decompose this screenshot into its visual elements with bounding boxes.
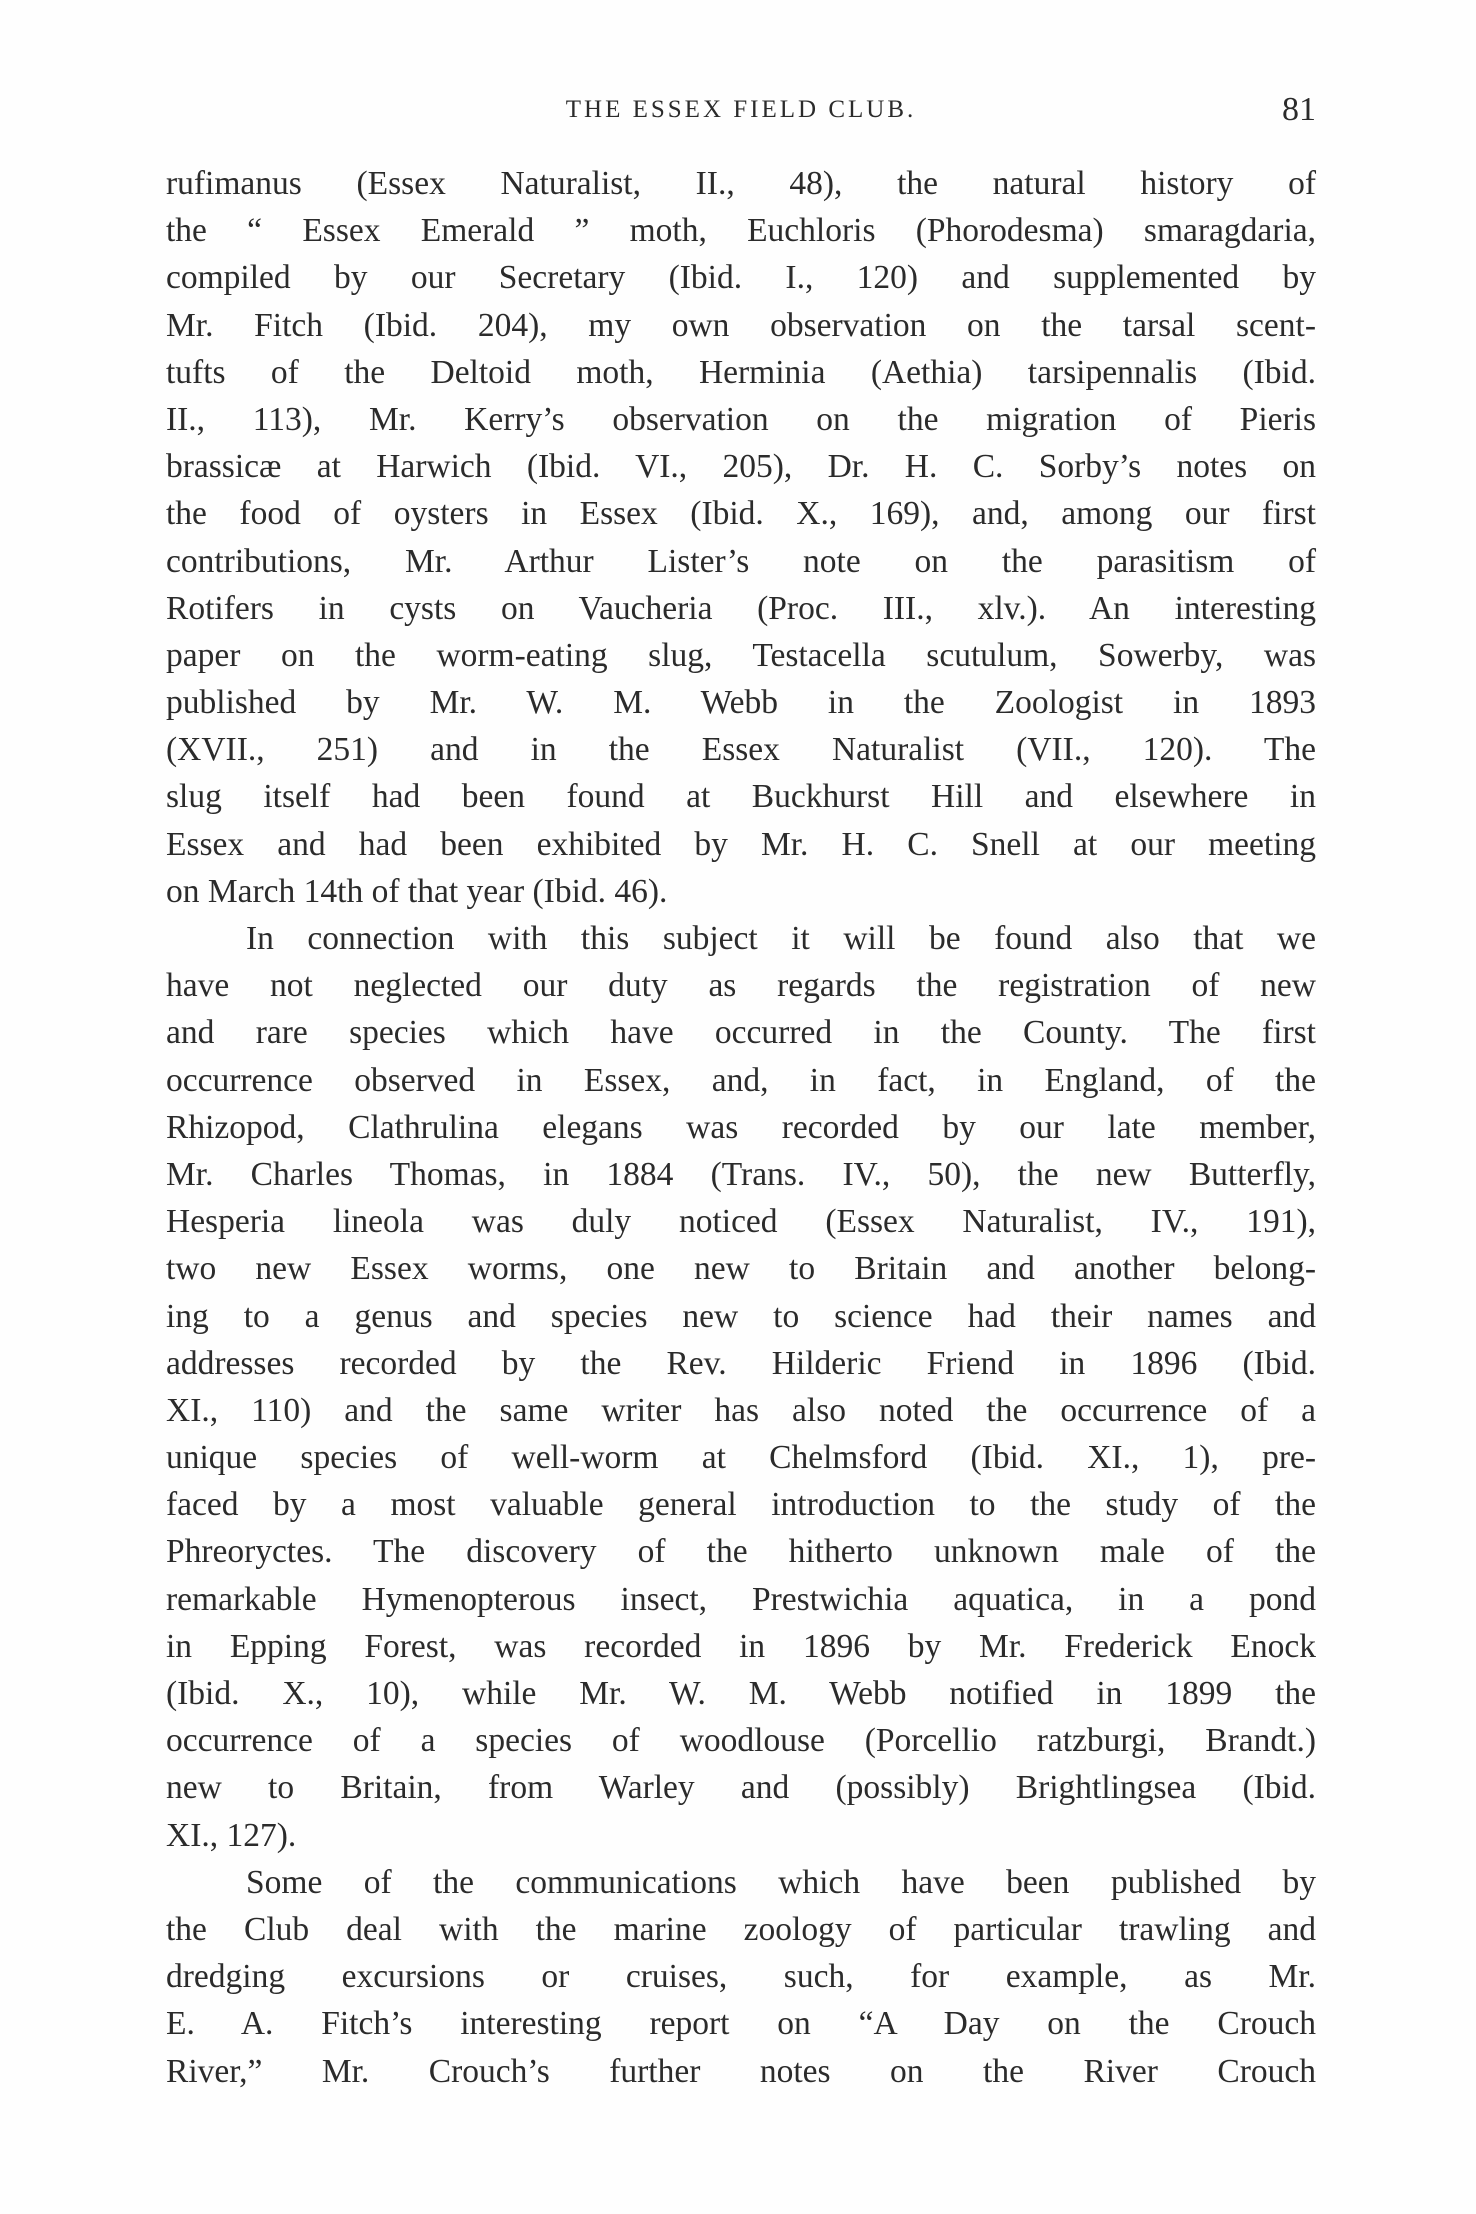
- text-line: E. A. Fitch’s interesting report on “A Day on the Crouch: [166, 2005, 1316, 2043]
- text-line: dredging excursions or cruises, such, for example, as Mr.: [166, 1958, 1316, 1996]
- text-line: occurrence observed in Essex, and, in fact, in England, of the: [166, 1061, 1316, 1099]
- text-line: the Club deal with the marine zoology of particular trawling and: [166, 1910, 1316, 1948]
- text-line: Some of the communications which have been published by: [246, 1863, 1316, 1901]
- text-line: XI., 127).: [166, 1816, 297, 1854]
- text-line: Phreoryctes. The discovery of the hitherto unknown male of the: [166, 1533, 1316, 1571]
- text-line: (XVII., 251) and in the Essex Naturalist (VII., 120). The: [166, 731, 1316, 769]
- text-line: in Epping Forest, was recorded in 1896 by Mr. Frederick Enock: [166, 1627, 1316, 1665]
- text-line: on March 14th of that year (Ibid. 46).: [166, 872, 668, 910]
- text-line: the food of oysters in Essex (Ibid. X., 169), and, among our first: [166, 495, 1316, 533]
- text-line: tufts of the Deltoid moth, Herminia (Aethia) tarsipennalis (Ibid.: [166, 353, 1316, 391]
- text-line: XI., 110) and the same writer has also noted the occurrence of a: [166, 1391, 1316, 1429]
- text-line: Mr. Fitch (Ibid. 204), my own observation on the tarsal scent-: [166, 306, 1316, 344]
- text-line: new to Britain, from Warley and (possibly) Brightlingsea (Ibid.: [166, 1769, 1316, 1807]
- text-line: River,” Mr. Crouch’s further notes on the River Crouch: [166, 2052, 1316, 2090]
- text-line: ing to a genus and species new to science had their names and: [166, 1297, 1316, 1335]
- text-line: unique species of well-worm at Chelmsford (Ibid. XI., 1), pre-: [166, 1439, 1316, 1477]
- text-line: brassicæ at Harwich (Ibid. VI., 205), Dr. H. C. Sorby’s notes on: [166, 448, 1316, 486]
- text-line: In connection with this subject it will be found also that we: [246, 920, 1316, 957]
- text-line: compiled by our Secretary (Ibid. I., 120) and supplemented by: [166, 259, 1316, 297]
- text-line: addresses recorded by the Rev. Hilderic Friend in 1896 (Ibid.: [166, 1344, 1316, 1382]
- text-line: remarkable Hymenopterous insect, Prestwichia aquatica, in a pond: [166, 1580, 1316, 1618]
- page-number: 81: [1282, 91, 1316, 128]
- text-line: the “ Essex Emerald ” moth, Euchloris (Phorodesma) smaragdaria,: [166, 212, 1316, 250]
- text-line: published by Mr. W. M. Webb in the Zoologist in 1893: [166, 684, 1316, 722]
- running-title: THE ESSEX FIELD CLUB.: [565, 96, 917, 123]
- text-line: II., 113), Mr. Kerry’s observation on the migration of Pieris: [166, 400, 1316, 438]
- text-line: have not neglected our duty as regards the registration of new: [166, 967, 1316, 1005]
- text-line: contributions, Mr. Arthur Lister’s note on the parasitism of: [166, 542, 1316, 580]
- text-line: slug itself had been found at Buckhurst Hill and elsewhere in: [166, 778, 1316, 816]
- text-line: Essex and had been exhibited by Mr. H. C. Snell at our meeting: [166, 825, 1316, 863]
- text-line: and rare species which have occurred in the County. The first: [166, 1014, 1316, 1052]
- text-line: Rotifers in cysts on Vaucheria (Proc. III., xlv.). An interesting: [166, 589, 1316, 627]
- text-line: Rhizopod, Clathrulina elegans was recorded by our late member,: [166, 1108, 1316, 1146]
- text-line: paper on the worm-eating slug, Testacella scutulum, Sowerby, was: [166, 636, 1316, 674]
- text-line: occurrence of a species of woodlouse (Porcellio ratzburgi, Brandt.): [166, 1722, 1316, 1760]
- running-head: [166, 88, 1316, 132]
- text-line: faced by a most valuable general introduction to the study of the: [166, 1486, 1316, 1524]
- text-line: rufimanus (Essex Naturalist, II., 48), the natural history of: [166, 165, 1316, 202]
- text-line: two new Essex worms, one new to Britain and another belong-: [166, 1250, 1316, 1288]
- text-line: (Ibid. X., 10), while Mr. W. M. Webb notified in 1899 the: [166, 1675, 1316, 1712]
- text-line: Hesperia lineola was duly noticed (Essex Naturalist, IV., 191),: [166, 1203, 1316, 1241]
- text-line: Mr. Charles Thomas, in 1884 (Trans. IV., 50), the new Butterfly,: [166, 1155, 1316, 1193]
- body-text: [166, 160, 1316, 2095]
